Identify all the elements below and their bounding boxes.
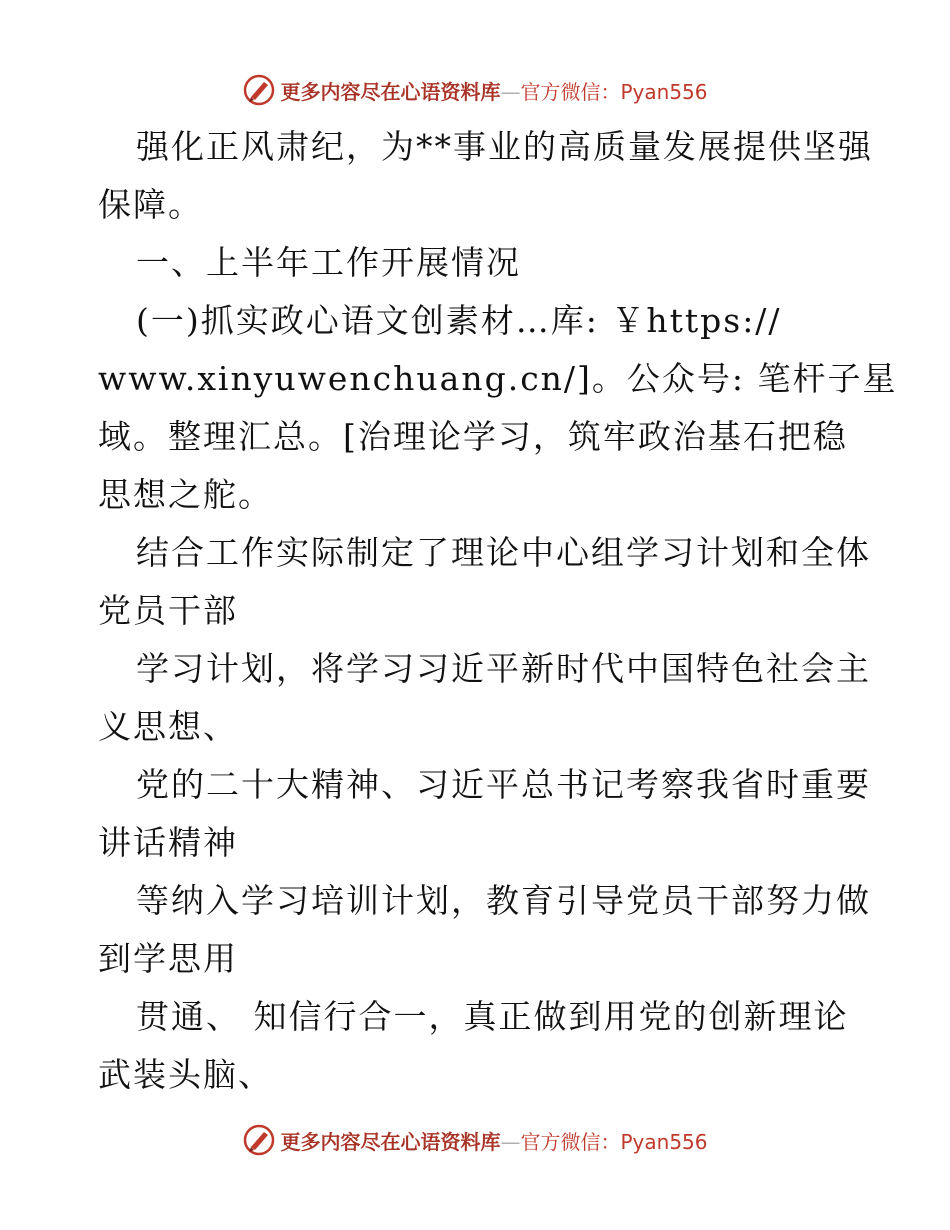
- footer-wechat-id: Pyan556: [620, 1129, 708, 1154]
- footer-official-label: 官方微信：: [520, 1129, 621, 1154]
- paragraph-line: 贯通、 知信行合一，真正做到用党的创新理论: [136, 997, 849, 1036]
- header-text: [280, 76, 707, 105]
- paragraph-line: 结合工作实际制定了理论中心组学习计划和全体: [136, 533, 871, 572]
- paragraph-line: 武装头脑、: [98, 1055, 273, 1094]
- pen-logo-icon: [242, 1123, 276, 1157]
- header-watermark: [0, 70, 950, 110]
- paragraph-line: 强化正风肃纪，为**事业的高质量发展提供坚强: [136, 127, 873, 166]
- paragraph-line: 义思想、: [98, 707, 238, 746]
- paragraph-line: 讲话精神: [98, 823, 238, 862]
- footer-watermark: [0, 1120, 950, 1160]
- section-heading: 一、上半年工作开展情况: [136, 243, 521, 282]
- subsection-heading: (一)抓实政心语文创素材…库: ￥https://: [136, 301, 782, 340]
- header-separator: —: [500, 79, 521, 104]
- footer-text: [280, 1126, 707, 1155]
- paragraph-line: 等纳入学习培训计划，教育引导党员干部努力做: [136, 881, 871, 920]
- paragraph-line: 学习计划，将学习习近平新时代中国特色社会主: [136, 649, 871, 688]
- paragraph-line: 党的二十大精神、习近平总书记考察我省时重要: [136, 765, 871, 804]
- paragraph-line: 党员干部: [98, 591, 238, 630]
- header-official-label: 官方微信：: [520, 79, 621, 104]
- paragraph-line: 保障。: [98, 185, 203, 224]
- pen-logo-icon: [242, 73, 276, 107]
- paragraph-line: www.xinyuwenchuang.cn/]。公众号: 笔杆子星: [98, 359, 898, 398]
- header-lead: 更多内容尽在心语资料库: [280, 79, 501, 104]
- paragraph-line: 到学思用: [98, 939, 238, 978]
- paragraph-line: 思想之舵。: [98, 475, 273, 514]
- footer-lead: 更多内容尽在心语资料库: [280, 1129, 501, 1154]
- paragraph-line: 域。整理汇总。[治理论学习，筑牢政治基石把稳: [98, 417, 848, 456]
- footer-separator: —: [500, 1129, 521, 1154]
- document-body: [98, 118, 898, 1104]
- header-wechat-id: Pyan556: [620, 79, 708, 104]
